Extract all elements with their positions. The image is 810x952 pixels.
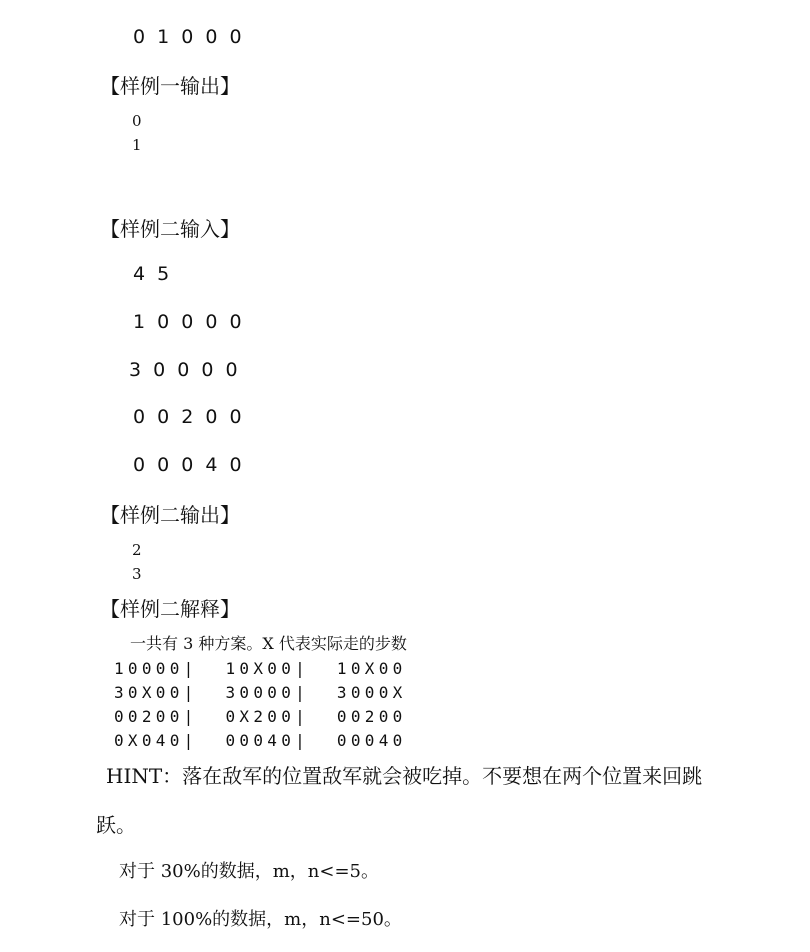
sample2-output-heading: 【样例二输出】 [100, 503, 240, 527]
hint-line-1: HINT：落在敌军的位置敌军就会被吃掉。不要想在两个位置来回跳 [106, 764, 703, 788]
sample2-explain-heading: 【样例二解释】 [100, 597, 240, 621]
sample2-input-line-4: 0 0 2 0 0 [133, 406, 245, 428]
sample1-input-last-line: 0 1 0 0 0 [133, 26, 245, 48]
explain-grid-row-4: 0X040| 00040| 00040 [114, 731, 407, 750]
sample2-input-line-5: 0 0 0 4 0 [133, 454, 245, 476]
explain-grid-row-3: 00200| 0X200| 00200 [114, 707, 407, 726]
constraint-full: 对于 100%的数据，m，n<=50。 [119, 909, 402, 930]
hint-line-2: 跃。 [96, 813, 136, 837]
sample2-input-line-2: 1 0 0 0 0 [133, 311, 245, 333]
explain-grid-row-2: 30X00| 30000| 3000X [114, 683, 407, 702]
sample2-explain-intro: 一共有 3 种方案。X 代表实际走的步数 [130, 634, 407, 653]
sample2-input-line-1: 4 5 [133, 263, 173, 285]
sample2-output-line-2: 3 [132, 565, 142, 583]
sample1-output-line-1: 0 [132, 112, 142, 130]
sample2-input-heading: 【样例二输入】 [100, 217, 240, 241]
sample2-output-line-1: 2 [132, 541, 142, 559]
sample2-input-line-3: 3 0 0 0 0 [129, 359, 241, 381]
sample1-output-heading: 【样例一输出】 [100, 74, 240, 98]
sample1-output-line-2: 1 [132, 136, 142, 154]
constraint-small: 对于 30%的数据，m，n<=5。 [119, 861, 380, 882]
explain-grid-row-1: 10000| 10X00| 10X00 [114, 659, 407, 678]
